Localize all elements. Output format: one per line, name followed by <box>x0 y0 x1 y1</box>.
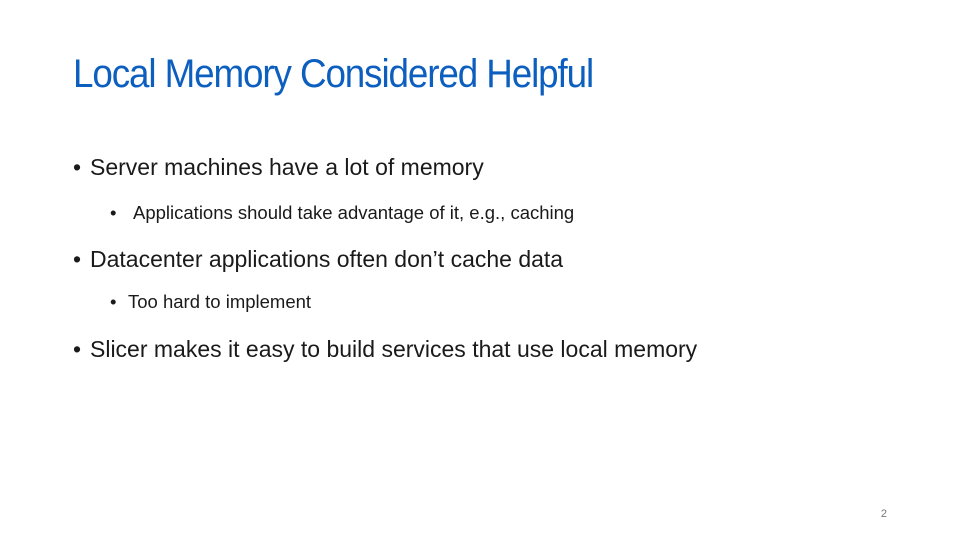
sub-bullet-item <box>110 291 311 313</box>
sub-bullet-dot: • <box>110 202 117 223</box>
bullet-text: Server machines have a lot of memory <box>90 154 484 180</box>
bullet-text: Slicer makes it easy to build services that use local memory <box>90 336 698 362</box>
sub-bullet-item <box>110 202 574 224</box>
slide-title: Local Memory Considered Helpful <box>73 52 594 96</box>
bullet-text: Datacenter applications often don’t cache data <box>90 246 564 272</box>
slide-number: 2 <box>880 508 887 520</box>
bullet-dot: • <box>73 336 82 362</box>
bullet-item <box>73 246 563 273</box>
sub-bullet-text: Applications should take advantage of it, e.g., caching <box>133 202 575 223</box>
sub-bullet-text: Too hard to implement <box>128 291 312 312</box>
bullet-dot: • <box>73 154 82 180</box>
sub-bullet-dot: • <box>110 291 117 312</box>
bullet-dot: • <box>73 246 82 272</box>
bullet-item <box>73 336 697 363</box>
bullet-item <box>73 154 484 181</box>
